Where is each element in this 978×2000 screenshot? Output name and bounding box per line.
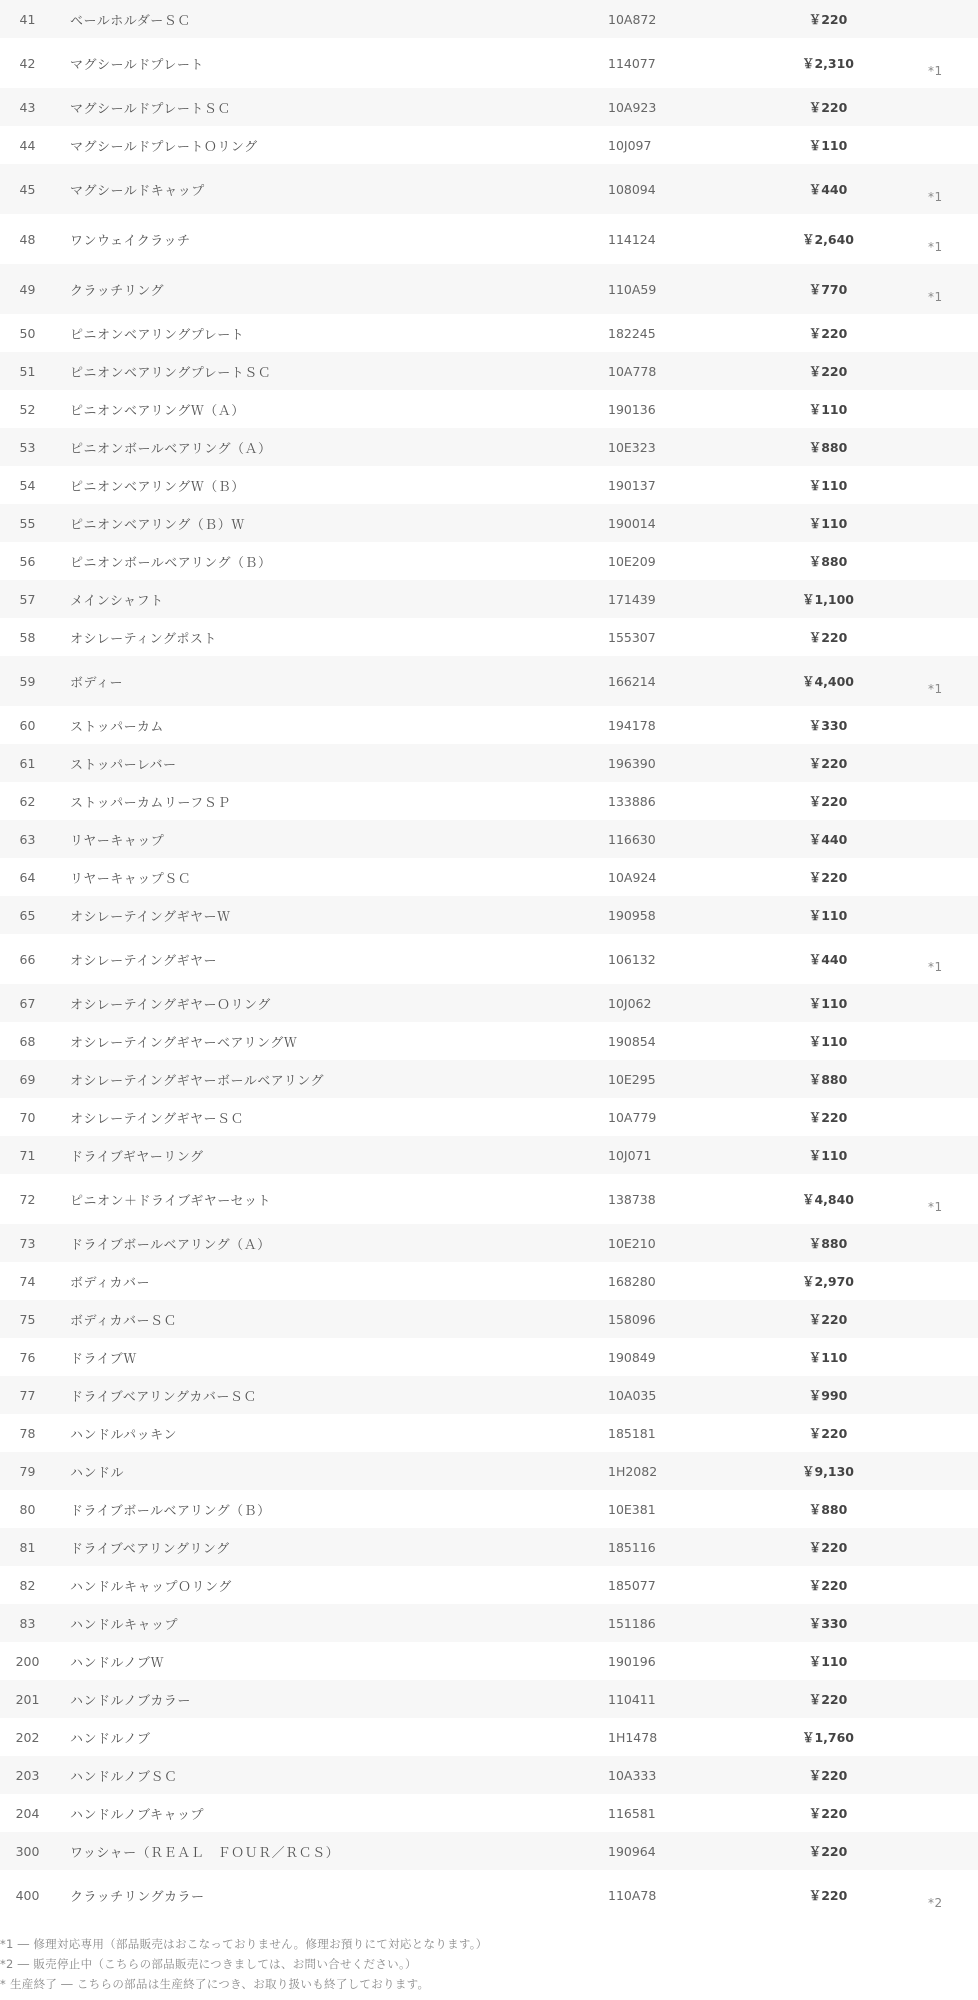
part-price: ￥220: [768, 352, 888, 390]
part-note: [888, 984, 978, 1022]
part-note: [888, 744, 978, 782]
part-note: [888, 1262, 978, 1300]
part-number: 61: [0, 744, 55, 782]
table-row: [0, 88, 978, 126]
part-number: 60: [0, 706, 55, 744]
table-row: [0, 618, 978, 656]
part-code: 190854: [608, 1022, 768, 1060]
part-price: ￥770: [768, 264, 888, 314]
part-price: ￥2,640: [768, 214, 888, 264]
part-note: [888, 782, 978, 820]
part-code: 110411: [608, 1680, 768, 1718]
part-note: [888, 1566, 978, 1604]
table-row: [0, 542, 978, 580]
part-code: 1H1478: [608, 1718, 768, 1756]
part-code: 10E323: [608, 428, 768, 466]
footnote-2: *2 ― 販売停止中（こちらの部品販売につきましては、お問い合せください。）: [0, 1957, 417, 1971]
part-name: オシレーティングポスト: [55, 618, 608, 656]
part-note: [888, 1794, 978, 1832]
part-note: [888, 1300, 978, 1338]
part-name: クラッチリング: [55, 264, 608, 314]
table-row: [0, 0, 978, 38]
table-row: [0, 1224, 978, 1262]
part-code: 190958: [608, 896, 768, 934]
part-note: [888, 390, 978, 428]
part-note: [888, 428, 978, 466]
part-number: 68: [0, 1022, 55, 1060]
part-name: ピニオンベアリングＷ（Ｂ）: [55, 466, 608, 504]
table-row: [0, 782, 978, 820]
part-note: [888, 1490, 978, 1528]
table-row: [0, 1376, 978, 1414]
part-price: ￥440: [768, 164, 888, 214]
footnote-1: *1 ― 修理対応専用（部品販売はおこなっておりません。修理お預りにて対応となります。）: [0, 1937, 488, 1951]
table-row: [0, 390, 978, 428]
part-name: ストッパーカムリーフＳＰ: [55, 782, 608, 820]
part-name: ハンドルノブＷ: [55, 1642, 608, 1680]
part-number: 59: [0, 656, 55, 706]
part-code: 108094: [608, 164, 768, 214]
table-row: [0, 504, 978, 542]
table-row: [0, 1490, 978, 1528]
part-name: オシレーテイングギヤーＷ: [55, 896, 608, 934]
table-row: [0, 1060, 978, 1098]
part-number: 74: [0, 1262, 55, 1300]
table-row: [0, 984, 978, 1022]
part-name: ストッパーレバー: [55, 744, 608, 782]
part-number: 83: [0, 1604, 55, 1642]
part-name: ドライブボールベアリング（Ａ）: [55, 1224, 608, 1262]
part-note: [888, 858, 978, 896]
part-number: 65: [0, 896, 55, 934]
table-row: [0, 352, 978, 390]
table-row: [0, 1718, 978, 1756]
part-code: 155307: [608, 618, 768, 656]
part-number: 204: [0, 1794, 55, 1832]
table-row: [0, 1414, 978, 1452]
part-note: [888, 1680, 978, 1718]
part-name: オシレーテイングギヤーＯリング: [55, 984, 608, 1022]
part-note: [888, 0, 978, 38]
part-price: ￥2,970: [768, 1262, 888, 1300]
table-row: [0, 934, 978, 984]
table-row: [0, 1680, 978, 1718]
table-row: [0, 896, 978, 934]
part-number: 51: [0, 352, 55, 390]
part-note: [888, 504, 978, 542]
part-number: 64: [0, 858, 55, 896]
part-number: 79: [0, 1452, 55, 1490]
part-code: 10J062: [608, 984, 768, 1022]
part-price: ￥220: [768, 0, 888, 38]
part-code: 138738: [608, 1174, 768, 1224]
part-price: ￥220: [768, 1528, 888, 1566]
part-number: 67: [0, 984, 55, 1022]
part-price: ￥880: [768, 1490, 888, 1528]
table-row: [0, 1566, 978, 1604]
table-row: [0, 1528, 978, 1566]
part-note: [888, 1642, 978, 1680]
part-name: ワンウェイクラッチ: [55, 214, 608, 264]
part-note: [888, 1604, 978, 1642]
part-note: [888, 1338, 978, 1376]
table-row: [0, 858, 978, 896]
part-note: [888, 1832, 978, 1870]
part-code: 10E381: [608, 1490, 768, 1528]
part-price: ￥440: [768, 934, 888, 984]
part-price: ￥2,310: [768, 38, 888, 88]
part-price: ￥110: [768, 896, 888, 934]
part-note: [888, 896, 978, 934]
part-name: クラッチリングカラー: [55, 1870, 608, 1920]
part-code: 185116: [608, 1528, 768, 1566]
part-name: ハンドルキャップＯリング: [55, 1566, 608, 1604]
part-name: ベールホルダーＳＣ: [55, 0, 608, 38]
part-note: *1: [888, 214, 978, 264]
part-number: 58: [0, 618, 55, 656]
part-code: 10A923: [608, 88, 768, 126]
table-row: [0, 428, 978, 466]
part-number: 69: [0, 1060, 55, 1098]
part-price: ￥110: [768, 390, 888, 428]
part-code: 133886: [608, 782, 768, 820]
part-code: 10A779: [608, 1098, 768, 1136]
part-number: 66: [0, 934, 55, 984]
table-row: [0, 1300, 978, 1338]
part-name: ハンドルノブカラー: [55, 1680, 608, 1718]
part-name: ハンドル: [55, 1452, 608, 1490]
part-code: 190137: [608, 466, 768, 504]
part-number: 201: [0, 1680, 55, 1718]
part-number: 78: [0, 1414, 55, 1452]
part-note: [888, 1136, 978, 1174]
part-name: ピニオンベアリングプレートＳＣ: [55, 352, 608, 390]
part-note: [888, 88, 978, 126]
part-code: 10A035: [608, 1376, 768, 1414]
part-code: 10J071: [608, 1136, 768, 1174]
table-row: [0, 1338, 978, 1376]
table-row: [0, 1642, 978, 1680]
part-price: ￥220: [768, 1870, 888, 1920]
part-note: [888, 820, 978, 858]
part-note: [888, 1452, 978, 1490]
part-note: *1: [888, 38, 978, 88]
part-price: ￥110: [768, 466, 888, 504]
table-row: [0, 820, 978, 858]
part-code: 114124: [608, 214, 768, 264]
part-price: ￥220: [768, 618, 888, 656]
part-number: 50: [0, 314, 55, 352]
part-note: *1: [888, 1174, 978, 1224]
part-name: ピニオン＋ドライブギヤーセット: [55, 1174, 608, 1224]
part-price: ￥220: [768, 1680, 888, 1718]
part-number: 80: [0, 1490, 55, 1528]
part-number: 400: [0, 1870, 55, 1920]
part-note: [888, 1098, 978, 1136]
part-code: 168280: [608, 1262, 768, 1300]
part-note: [888, 1376, 978, 1414]
table-row: [0, 264, 978, 314]
part-note: [888, 466, 978, 504]
table-row: [0, 1098, 978, 1136]
part-number: 76: [0, 1338, 55, 1376]
part-code: 182245: [608, 314, 768, 352]
part-number: 202: [0, 1718, 55, 1756]
part-number: 71: [0, 1136, 55, 1174]
part-price: ￥220: [768, 858, 888, 896]
part-number: 41: [0, 0, 55, 38]
part-code: 185181: [608, 1414, 768, 1452]
part-code: 110A59: [608, 264, 768, 314]
part-note: [888, 1414, 978, 1452]
part-name: ピニオンベアリングＷ（Ａ）: [55, 390, 608, 428]
table-row: [0, 1174, 978, 1224]
table-row: [0, 126, 978, 164]
table-row: [0, 466, 978, 504]
part-name: ドライブベアリングリング: [55, 1528, 608, 1566]
part-note: [888, 1060, 978, 1098]
part-code: 114077: [608, 38, 768, 88]
part-code: 194178: [608, 706, 768, 744]
table-row: [0, 314, 978, 352]
table-row: [0, 214, 978, 264]
part-price: ￥110: [768, 1338, 888, 1376]
part-number: 43: [0, 88, 55, 126]
table-row: [0, 656, 978, 706]
part-price: ￥110: [768, 984, 888, 1022]
part-name: ピニオンボールベアリング（Ａ）: [55, 428, 608, 466]
part-price: ￥4,840: [768, 1174, 888, 1224]
part-price: ￥880: [768, 1224, 888, 1262]
part-number: 82: [0, 1566, 55, 1604]
part-code: 10A924: [608, 858, 768, 896]
part-price: ￥4,400: [768, 656, 888, 706]
part-price: ￥220: [768, 1566, 888, 1604]
part-note: *1: [888, 656, 978, 706]
part-code: 166214: [608, 656, 768, 706]
part-name: マグシールドプレートＯリング: [55, 126, 608, 164]
part-number: 49: [0, 264, 55, 314]
part-note: [888, 580, 978, 618]
part-name: ハンドルノブ: [55, 1718, 608, 1756]
part-name: ピニオンベアリング（Ｂ）Ｗ: [55, 504, 608, 542]
part-name: ピニオンベアリングプレート: [55, 314, 608, 352]
part-name: オシレーテイングギヤーボールベアリング: [55, 1060, 608, 1098]
table-row: [0, 1604, 978, 1642]
part-number: 73: [0, 1224, 55, 1262]
part-number: 75: [0, 1300, 55, 1338]
part-number: 42: [0, 38, 55, 88]
part-note: [888, 1718, 978, 1756]
part-number: 57: [0, 580, 55, 618]
part-price: ￥880: [768, 1060, 888, 1098]
table-row: [0, 38, 978, 88]
part-name: オシレーテイングギヤーベアリングＷ: [55, 1022, 608, 1060]
part-number: 54: [0, 466, 55, 504]
part-note: [888, 1224, 978, 1262]
part-name: ボディカバーＳＣ: [55, 1300, 608, 1338]
table-row: [0, 1262, 978, 1300]
part-name: ドライブベアリングカバーＳＣ: [55, 1376, 608, 1414]
table-row: [0, 1756, 978, 1794]
footnote-3: * 生産終了 ― こちらの部品は生産終了につき、お取り扱いも終了しております。: [0, 1977, 430, 1991]
part-number: 300: [0, 1832, 55, 1870]
table-row: [0, 1022, 978, 1060]
part-price: ￥110: [768, 504, 888, 542]
part-code: 190964: [608, 1832, 768, 1870]
part-number: 62: [0, 782, 55, 820]
part-price: ￥330: [768, 1604, 888, 1642]
part-code: 10E210: [608, 1224, 768, 1262]
part-name: オシレーテイングギヤーＳＣ: [55, 1098, 608, 1136]
part-name: ボディー: [55, 656, 608, 706]
part-price: ￥220: [768, 1300, 888, 1338]
part-price: ￥440: [768, 820, 888, 858]
part-number: 48: [0, 214, 55, 264]
table-row: [0, 1794, 978, 1832]
part-note: [888, 706, 978, 744]
part-note: [888, 314, 978, 352]
part-number: 56: [0, 542, 55, 580]
part-code: 116630: [608, 820, 768, 858]
part-name: ボディカバー: [55, 1262, 608, 1300]
part-name: オシレーテイングギヤー: [55, 934, 608, 984]
part-code: 190849: [608, 1338, 768, 1376]
part-code: 110A78: [608, 1870, 768, 1920]
part-note: *1: [888, 164, 978, 214]
part-code: 106132: [608, 934, 768, 984]
part-name: ハンドルノブキャップ: [55, 1794, 608, 1832]
part-note: [888, 1756, 978, 1794]
part-note: [888, 542, 978, 580]
part-code: 190136: [608, 390, 768, 428]
part-name: ハンドルパッキン: [55, 1414, 608, 1452]
part-price: ￥220: [768, 1794, 888, 1832]
part-price: ￥330: [768, 706, 888, 744]
part-number: 53: [0, 428, 55, 466]
part-price: ￥220: [768, 1414, 888, 1452]
part-price: ￥110: [768, 1136, 888, 1174]
part-number: 52: [0, 390, 55, 428]
part-number: 72: [0, 1174, 55, 1224]
part-price: ￥990: [768, 1376, 888, 1414]
part-code: 171439: [608, 580, 768, 618]
part-name: ハンドルキャップ: [55, 1604, 608, 1642]
part-number: 55: [0, 504, 55, 542]
part-number: 200: [0, 1642, 55, 1680]
part-price: ￥220: [768, 1756, 888, 1794]
part-code: 185077: [608, 1566, 768, 1604]
part-code: 116581: [608, 1794, 768, 1832]
part-price: ￥220: [768, 1832, 888, 1870]
table-row: [0, 164, 978, 214]
part-name: メインシャフト: [55, 580, 608, 618]
part-price: ￥9,130: [768, 1452, 888, 1490]
part-code: 10E295: [608, 1060, 768, 1098]
part-price: ￥880: [768, 428, 888, 466]
table-row: [0, 1832, 978, 1870]
part-name: ピニオンボールベアリング（Ｂ）: [55, 542, 608, 580]
part-code: 190196: [608, 1642, 768, 1680]
part-name: ストッパーカム: [55, 706, 608, 744]
part-code: 10E209: [608, 542, 768, 580]
table-row: [0, 1136, 978, 1174]
part-price: ￥1,100: [768, 580, 888, 618]
part-price: ￥880: [768, 542, 888, 580]
part-code: 10A872: [608, 0, 768, 38]
part-code: 10A778: [608, 352, 768, 390]
part-note: *2: [888, 1870, 978, 1920]
part-code: 196390: [608, 744, 768, 782]
part-note: [888, 126, 978, 164]
part-note: [888, 1022, 978, 1060]
part-name: マグシールドキャップ: [55, 164, 608, 214]
part-name: ドライブボールベアリング（Ｂ）: [55, 1490, 608, 1528]
part-name: ドライブＷ: [55, 1338, 608, 1376]
part-price: ￥110: [768, 126, 888, 164]
part-code: 151186: [608, 1604, 768, 1642]
part-price: ￥220: [768, 88, 888, 126]
part-name: マグシールドプレートＳＣ: [55, 88, 608, 126]
part-name: ハンドルノブＳＣ: [55, 1756, 608, 1794]
part-number: 70: [0, 1098, 55, 1136]
part-number: 45: [0, 164, 55, 214]
part-name: ワッシャー（ＲＥＡＬ ＦＯＵＲ／ＲＣＳ）: [55, 1832, 608, 1870]
part-note: [888, 352, 978, 390]
part-price: ￥110: [768, 1642, 888, 1680]
footnotes: [0, 1920, 978, 1994]
part-number: 81: [0, 1528, 55, 1566]
part-price: ￥220: [768, 744, 888, 782]
part-note: [888, 1528, 978, 1566]
part-number: 44: [0, 126, 55, 164]
part-name: リヤーキャップ: [55, 820, 608, 858]
part-price: ￥220: [768, 314, 888, 352]
part-code: 1H2082: [608, 1452, 768, 1490]
part-code: 10A333: [608, 1756, 768, 1794]
part-note: [888, 618, 978, 656]
table-row: [0, 744, 978, 782]
table-row: [0, 1870, 978, 1920]
part-name: リヤーキャップＳＣ: [55, 858, 608, 896]
part-code: 190014: [608, 504, 768, 542]
part-note: *1: [888, 264, 978, 314]
part-code: 10J097: [608, 126, 768, 164]
part-code: 158096: [608, 1300, 768, 1338]
part-price: ￥220: [768, 1098, 888, 1136]
part-number: 203: [0, 1756, 55, 1794]
part-price: ￥1,760: [768, 1718, 888, 1756]
part-price: ￥110: [768, 1022, 888, 1060]
part-number: 63: [0, 820, 55, 858]
table-row: [0, 580, 978, 618]
part-name: マグシールドプレート: [55, 38, 608, 88]
part-name: ドライブギヤーリング: [55, 1136, 608, 1174]
table-row: [0, 1452, 978, 1490]
table-row: [0, 706, 978, 744]
part-number: 77: [0, 1376, 55, 1414]
part-price: ￥220: [768, 782, 888, 820]
part-note: *1: [888, 934, 978, 984]
